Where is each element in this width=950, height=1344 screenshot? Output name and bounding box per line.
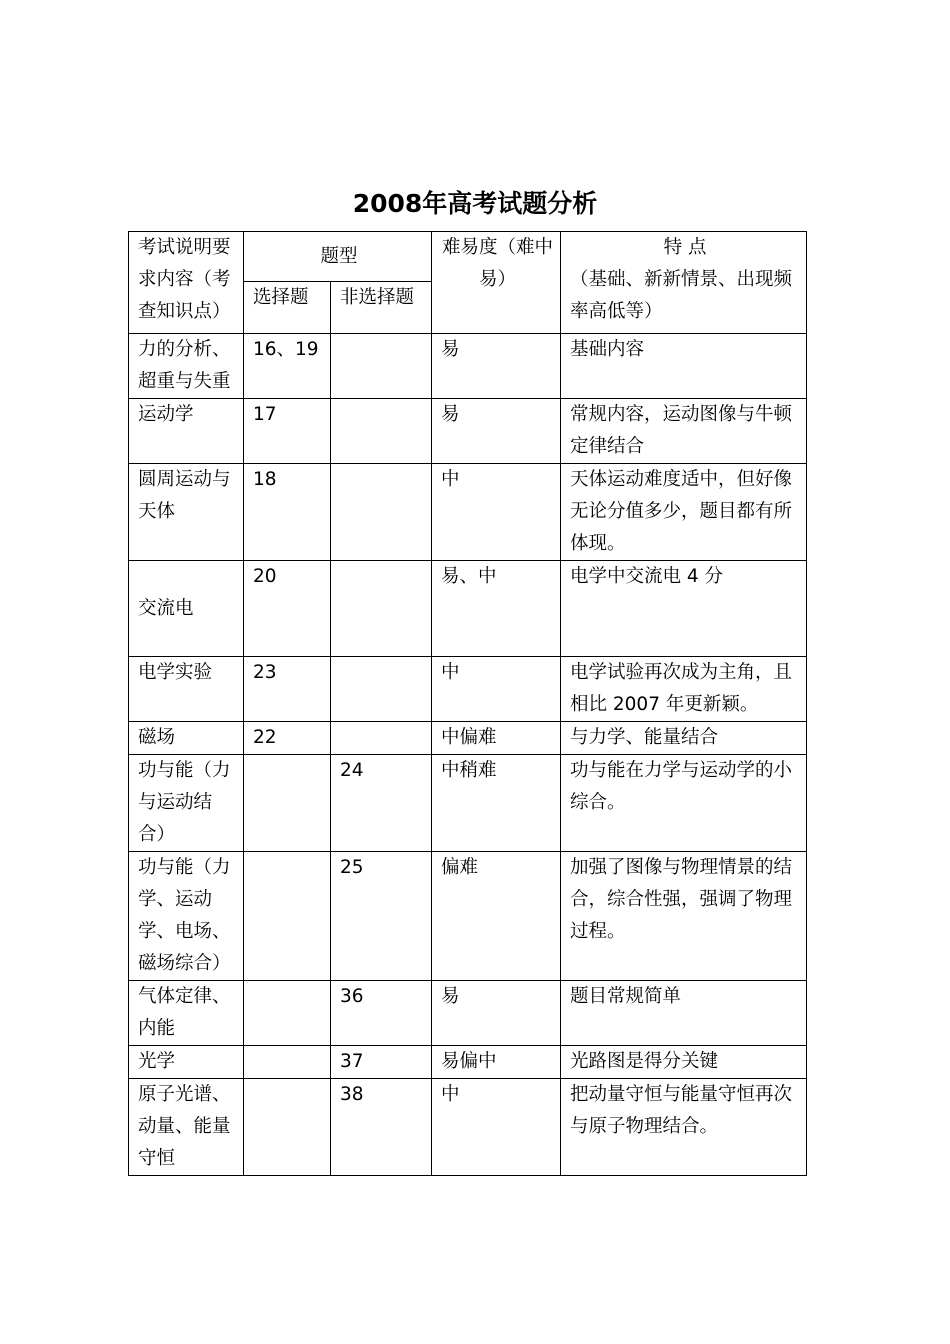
- cell-non-choice: [331, 657, 432, 722]
- cell-choice: 20: [244, 561, 331, 657]
- table-row: [129, 1046, 807, 1079]
- cell-choice: 23: [244, 657, 331, 722]
- cell-features: 题目常规简单: [561, 981, 807, 1046]
- cell-non-choice: [331, 722, 432, 755]
- header-non-choice: 非选择题: [331, 282, 432, 334]
- header-difficulty: 难易度（难中易）: [432, 232, 561, 334]
- cell-features: 常规内容，运动图像与牛顿定律结合: [561, 399, 807, 464]
- header-content: 考试说明要求内容（考查知识点）: [129, 232, 244, 334]
- cell-content: 力的分析、超重与失重: [129, 334, 244, 399]
- cell-choice: 16、19: [244, 334, 331, 399]
- cell-choice: [244, 755, 331, 852]
- table-row: [129, 464, 807, 561]
- table-row: [129, 852, 807, 981]
- cell-difficulty: 中: [432, 657, 561, 722]
- cell-non-choice: [331, 561, 432, 657]
- cell-non-choice: 37: [331, 1046, 432, 1079]
- cell-features: 光路图是得分关键: [561, 1046, 807, 1079]
- cell-difficulty: 偏难: [432, 852, 561, 981]
- cell-content: 气体定律、内能: [129, 981, 244, 1046]
- header-row-1: [129, 232, 807, 282]
- table-row: [129, 981, 807, 1046]
- cell-choice: 17: [244, 399, 331, 464]
- cell-difficulty: 中稍难: [432, 755, 561, 852]
- cell-features: 功与能在力学与运动学的小综合。: [561, 755, 807, 852]
- cell-non-choice: [331, 334, 432, 399]
- cell-non-choice: 36: [331, 981, 432, 1046]
- cell-difficulty: 易: [432, 334, 561, 399]
- cell-non-choice: 25: [331, 852, 432, 981]
- cell-content: 光学: [129, 1046, 244, 1079]
- cell-choice: [244, 1079, 331, 1176]
- cell-features: 把动量守恒与能量守恒再次与原子物理结合。: [561, 1079, 807, 1176]
- analysis-table: [128, 231, 807, 1176]
- table-row: [129, 722, 807, 755]
- cell-features: 天体运动难度适中，但好像无论分值多少，题目都有所体现。: [561, 464, 807, 561]
- cell-difficulty: 易: [432, 399, 561, 464]
- cell-difficulty: 易、中: [432, 561, 561, 657]
- cell-features: 与力学、能量结合: [561, 722, 807, 755]
- cell-non-choice: 24: [331, 755, 432, 852]
- cell-content: 圆周运动与天体: [129, 464, 244, 561]
- cell-content-text: 交流电: [138, 598, 194, 619]
- cell-choice: [244, 852, 331, 981]
- cell-difficulty: 易偏中: [432, 1046, 561, 1079]
- cell-difficulty: 中: [432, 464, 561, 561]
- cell-non-choice: [331, 464, 432, 561]
- cell-difficulty: 中: [432, 1079, 561, 1176]
- cell-difficulty: 中偏难: [432, 722, 561, 755]
- table-row: [129, 1079, 807, 1176]
- header-type-group: 题型: [244, 232, 432, 282]
- header-features: [561, 232, 807, 334]
- table-row: [129, 657, 807, 722]
- cell-features: 电学中交流电 4 分: [561, 561, 807, 657]
- cell-content: 电学实验: [129, 657, 244, 722]
- cell-choice: 18: [244, 464, 331, 561]
- cell-content: 磁场: [129, 722, 244, 755]
- cell-features: 基础内容: [561, 334, 807, 399]
- page-title: 2008年高考试题分析: [352, 189, 598, 218]
- header-features-sub: （基础、新新情景、出现频率高低等）: [570, 269, 793, 322]
- cell-features: 电学试验再次成为主角，且相比 2007 年更新颖。: [561, 657, 807, 722]
- cell-content: 原子光谱、动量、能量守恒: [129, 1079, 244, 1176]
- table-row: [129, 334, 807, 399]
- cell-choice: [244, 1046, 331, 1079]
- header-choice: 选择题: [244, 282, 331, 334]
- cell-content: 运动学: [129, 399, 244, 464]
- cell-non-choice: [331, 399, 432, 464]
- cell-content: 功与能（力与运动结合）: [129, 755, 244, 852]
- cell-choice: [244, 981, 331, 1046]
- cell-content: [129, 561, 244, 657]
- cell-choice: 22: [244, 722, 331, 755]
- table-row: [129, 755, 807, 852]
- cell-difficulty: 易: [432, 981, 561, 1046]
- header-features-title: 特 点: [663, 237, 707, 258]
- table-row: [129, 399, 807, 464]
- cell-content: 功与能（力学、运动学、电场、磁场综合）: [129, 852, 244, 981]
- cell-non-choice: 38: [331, 1079, 432, 1176]
- table-row: [129, 561, 807, 657]
- cell-features: 加强了图像与物理情景的结合，综合性强，强调了物理过程。: [561, 852, 807, 981]
